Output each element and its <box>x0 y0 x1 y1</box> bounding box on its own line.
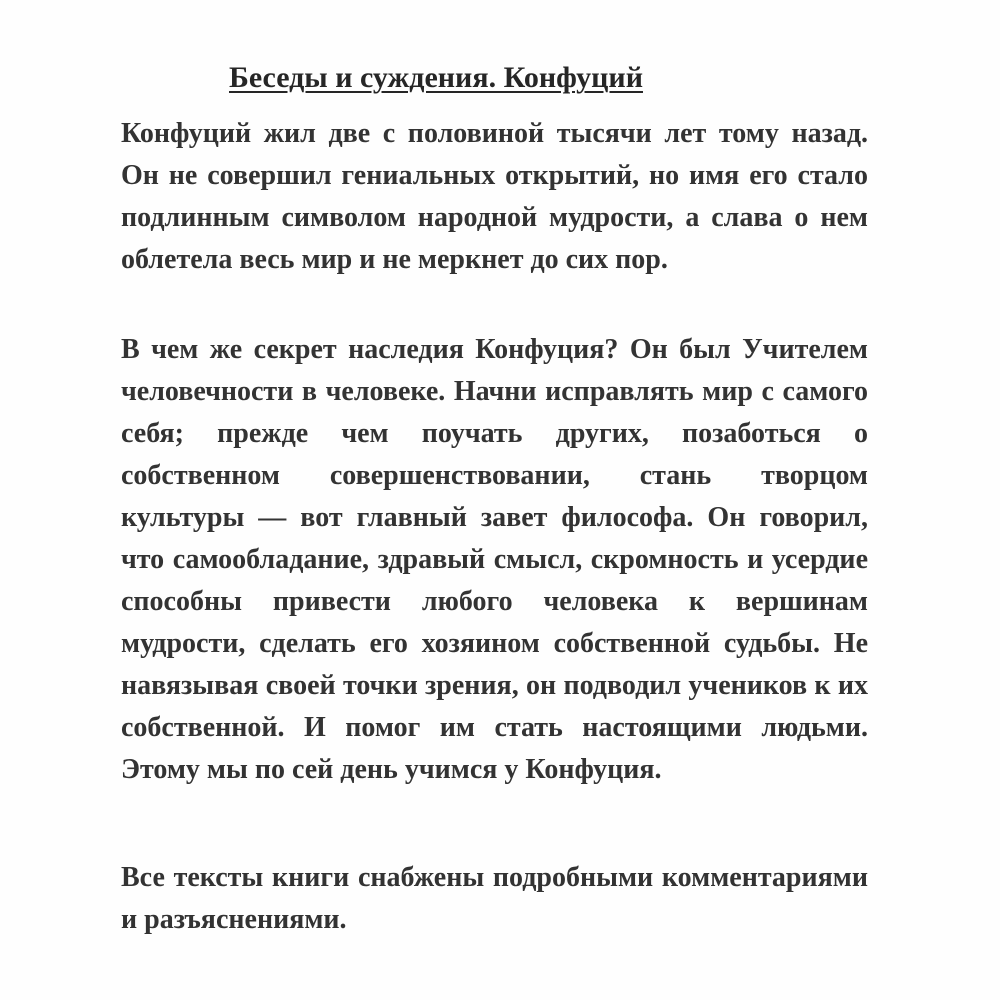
paragraph-intro: Конфуций жил две с половиной тысячи лет тому назад. Он не совершил гениальных открытий, но имя его стало подлинным символом народной мудрости, а слава о нем облетела весь мир и не меркнет до сих пор. <box>121 118 868 275</box>
paragraph-commentary: Все тексты книги снабжены подробными комментариями и разъяснениями. <box>121 862 868 935</box>
page-title: Беседы и суждения. Конфуций <box>229 61 643 94</box>
paragraph-legacy: В чем же секрет наследия Конфуция? Он был Учителем человечности в человеке. Начни исправлять мир с самого себя; прежде чем поучать других, позаботься о собственном совершенствовании, стань творцом культуры — вот главный завет философа. Он говорил, что самообладание, здравый смысл, скромность и усердие способны привести любого человека к вершинам мудрости, сделать его хозяином собственной судьбы. Не навязывая своей точки зрения, он подводил учеников к их собственной. И помог им стать настоящими людьми. Этому мы по сей день учимся у Конфуция. <box>121 334 868 785</box>
